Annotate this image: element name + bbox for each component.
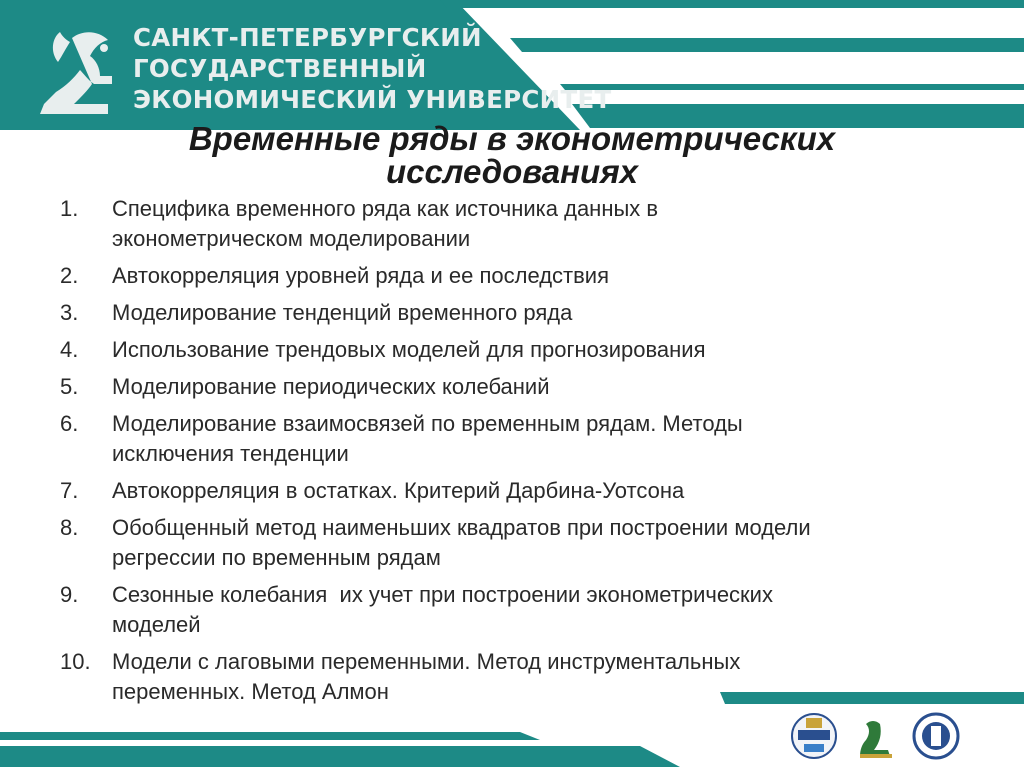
- item-text-line: Моделирование периодических колебаний: [112, 374, 550, 399]
- list-item: [0, 513, 1024, 573]
- item-text: [112, 372, 972, 402]
- item-text-line: Моделирование тенденций временного ряда: [112, 300, 573, 325]
- header-top-stripe: [440, 0, 1024, 8]
- university-name: [133, 22, 612, 115]
- header-thin-stripe: [560, 84, 1024, 90]
- footer-lower-block: [0, 746, 680, 767]
- item-text: [112, 298, 972, 328]
- item-text-line: Специфика временного ряда как источника данных в: [112, 196, 659, 221]
- item-text-line: Модели с лаговыми переменными. Метод инструментальных: [112, 649, 741, 674]
- slide-title-line: Временные ряды в эконометрических: [188, 120, 836, 157]
- header-banner: [0, 0, 1024, 130]
- university-name-line: ГОСУДАРСТВЕННЫЙ: [133, 54, 427, 83]
- list-item: [0, 298, 1024, 328]
- emblem-badge-icon: [792, 714, 836, 758]
- item-text: [112, 580, 972, 640]
- footer-upper-stripe: [0, 732, 540, 740]
- item-text-line: переменных. Метод Алмон: [112, 679, 389, 704]
- list-item: [0, 335, 1024, 365]
- item-text-line: Сезонные колебания их учет при построении эконометрических: [112, 582, 773, 607]
- item-text: [112, 261, 972, 291]
- university-name-line: САНКТ-ПЕТЕРБУРГСКИЙ: [133, 23, 482, 52]
- item-text-line: моделей: [112, 612, 201, 637]
- slide-title-line: исследованиях: [386, 153, 638, 190]
- footer-right-stripe: [720, 692, 1024, 704]
- item-number: 7.: [60, 478, 79, 503]
- item-text-line: Автокорреляция уровней ряда и ее последствия: [112, 263, 609, 288]
- list-item: [0, 580, 1024, 640]
- list-item: [0, 372, 1024, 402]
- item-text: [112, 513, 972, 573]
- list-item: [0, 409, 1024, 469]
- item-text: [112, 476, 972, 506]
- partner-logos: [790, 710, 1000, 762]
- item-number: 2.: [60, 263, 79, 288]
- item-number: 8.: [60, 515, 79, 540]
- list-item: [0, 476, 1024, 506]
- griffin-small-icon: [860, 721, 892, 758]
- item-number: 1.: [60, 196, 79, 221]
- topic-list: [0, 194, 1024, 714]
- item-text: [112, 409, 972, 469]
- item-text-line: Моделирование взаимосвязей по временным рядам. Методы: [112, 411, 743, 436]
- list-item: [0, 194, 1024, 254]
- university-name-line: ЭКОНОМИЧЕСКИЙ УНИВЕРСИТЕТ: [133, 85, 612, 114]
- item-number: 10.: [60, 649, 91, 674]
- item-text-line: Использование трендовых моделей для прогнозирования: [112, 337, 706, 362]
- item-number: 9.: [60, 582, 79, 607]
- item-text-line: Обобщенный метод наименьших квадратов при построении модели: [112, 515, 811, 540]
- item-number: 4.: [60, 337, 79, 362]
- slide-title: [0, 122, 1024, 188]
- item-text-line: регрессии по временным рядам: [112, 545, 441, 570]
- finec-round-icon: [914, 714, 958, 758]
- item-number: 6.: [60, 411, 79, 436]
- item-text: [112, 335, 972, 365]
- item-number: 5.: [60, 374, 79, 399]
- item-text: [112, 194, 972, 254]
- partner-logos-graphic: [790, 710, 1000, 762]
- item-text-line: эконометрическом моделировании: [112, 226, 471, 251]
- item-text-line: Автокорреляция в остатках. Критерий Дарбина-Уотсона: [112, 478, 685, 503]
- list-item: [0, 261, 1024, 291]
- item-number: 3.: [60, 300, 79, 325]
- item-text-line: исключения тенденции: [112, 441, 349, 466]
